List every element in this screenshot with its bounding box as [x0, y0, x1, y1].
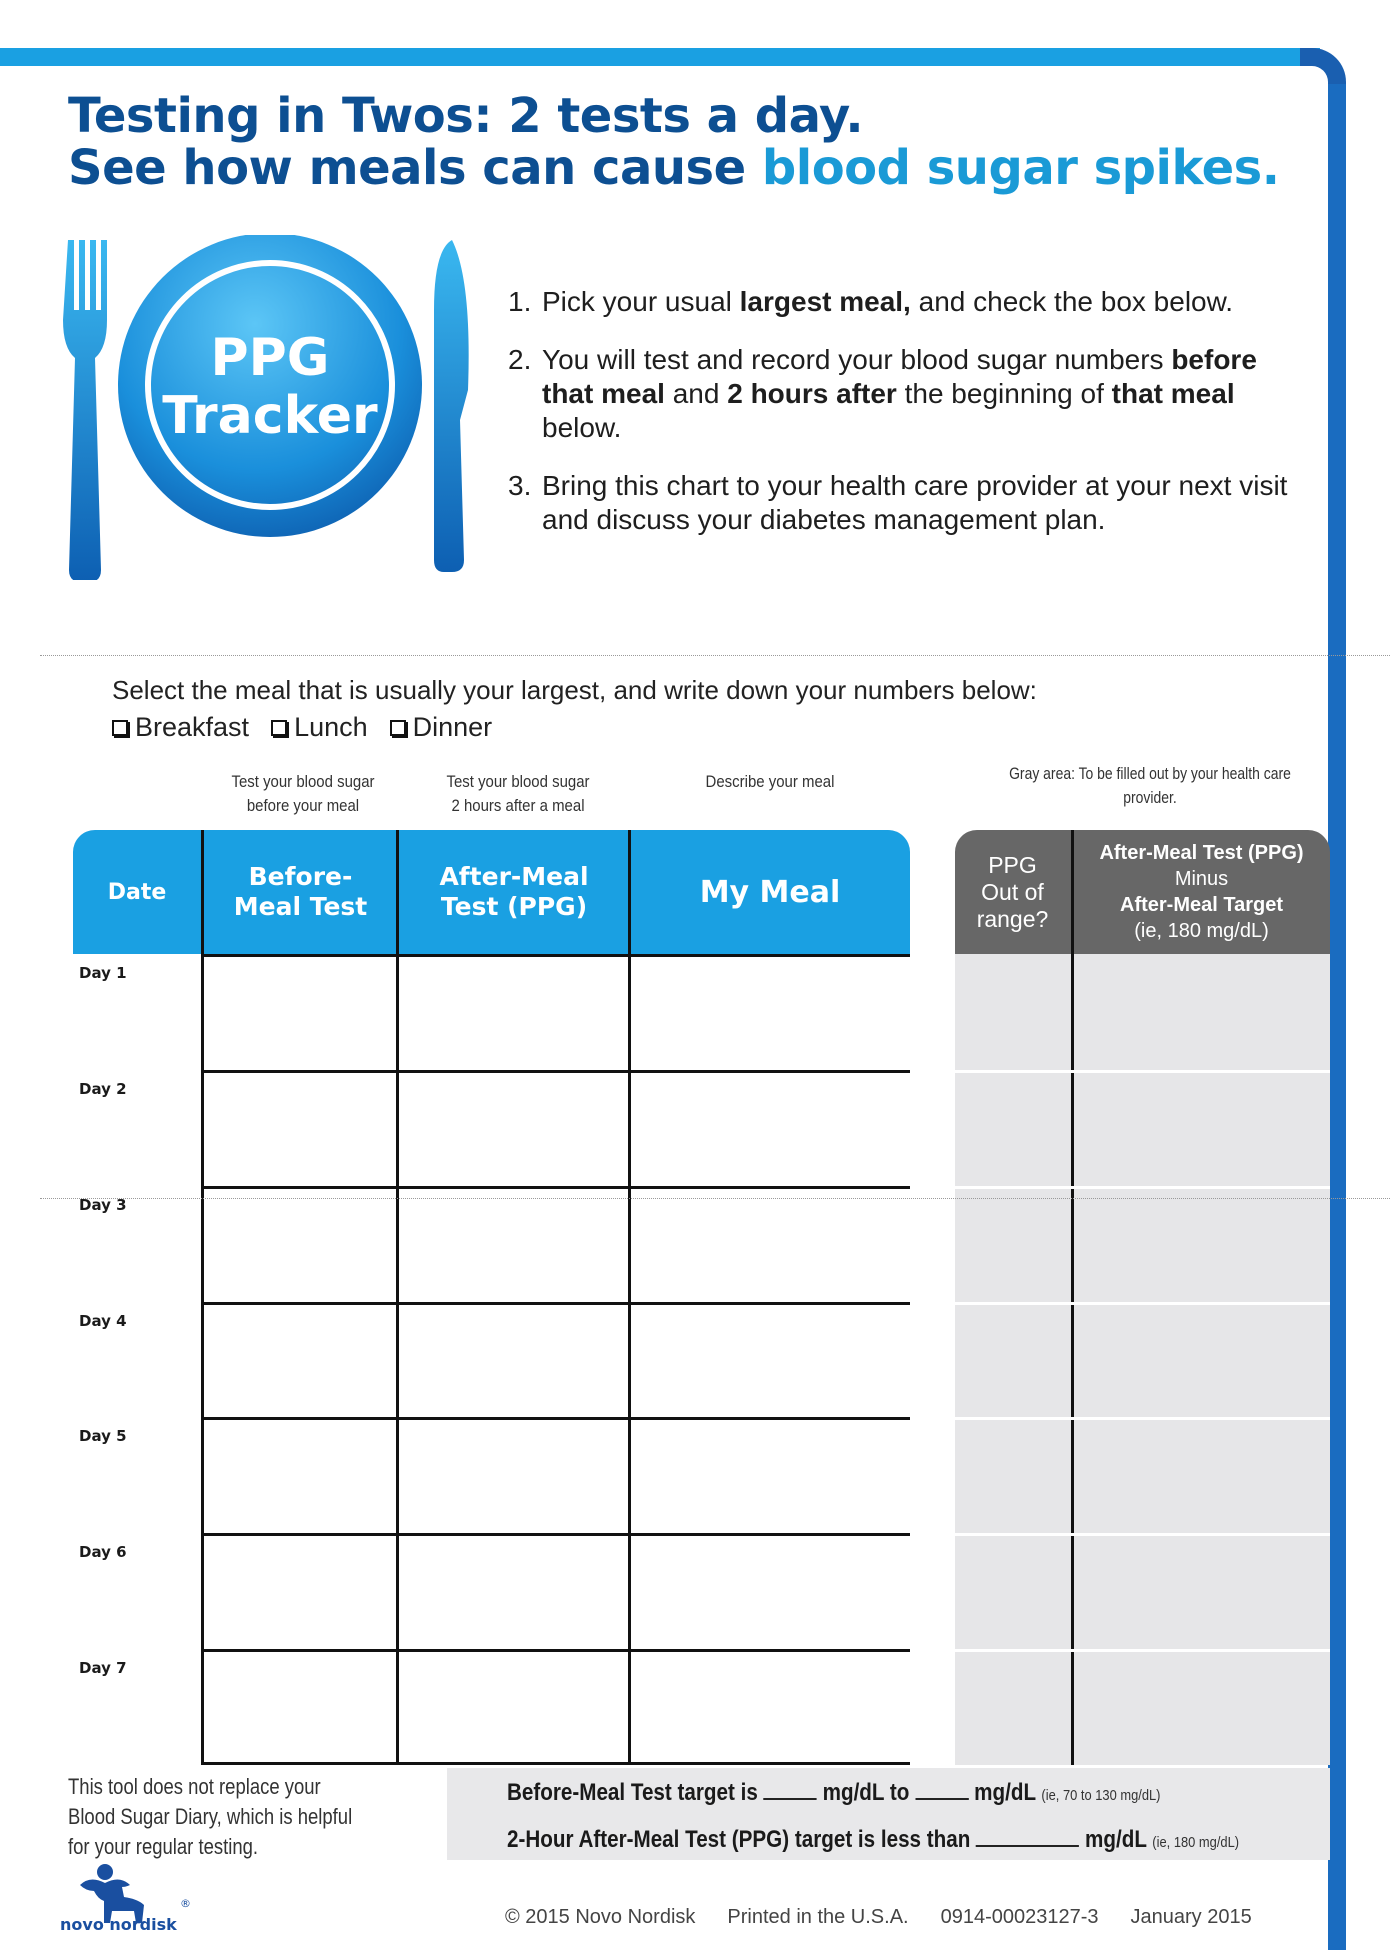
- day-label: Day 4: [79, 1311, 127, 1330]
- entry-cell[interactable]: [631, 1188, 910, 1300]
- target-text: Before-Meal Test target is: [507, 1779, 758, 1806]
- entry-cell[interactable]: [399, 1188, 628, 1300]
- entry-cell[interactable]: [204, 1188, 396, 1300]
- entry-cell[interactable]: [399, 1651, 628, 1763]
- page-title-line-1: Testing in Twos: 2 tests a day.: [68, 88, 864, 144]
- day-label: Day 6: [79, 1543, 127, 1562]
- entry-cell[interactable]: [399, 956, 628, 1068]
- top-border-bar: [0, 48, 1320, 66]
- target-text: mg/dL: [974, 1779, 1036, 1806]
- checkbox-icon[interactable]: [271, 720, 287, 736]
- checkbox-icon[interactable]: [112, 720, 128, 736]
- provider-cell[interactable]: [1074, 1304, 1330, 1416]
- disclaimer-text: This tool does not replace your Blood Sugar Diary, which is helpful for your regular testing.: [68, 1774, 353, 1859]
- instruction-text: the beginning of: [896, 378, 1112, 409]
- entry-cell[interactable]: [631, 1304, 910, 1416]
- meal-option-label: Breakfast: [135, 712, 250, 742]
- header-text: Meal Test: [233, 892, 368, 921]
- before-meal-target-line: [507, 1776, 1160, 1807]
- instruction-text: and: [664, 378, 728, 409]
- entry-cell[interactable]: [399, 1535, 628, 1647]
- footer-copyright: © 2015 Novo Nordisk: [505, 1906, 696, 1928]
- instruction-text: Pick your usual: [542, 286, 740, 317]
- entry-cell[interactable]: [631, 956, 910, 1068]
- row-line: [201, 1533, 910, 1536]
- day-label: Day 3: [79, 1195, 127, 1214]
- target-note: (ie, 180 mg/dL): [1152, 1834, 1240, 1851]
- header-my-meal: My Meal: [699, 874, 841, 910]
- header-text: Out of: [981, 878, 1044, 905]
- title-line-2-text: See how meals can cause: [68, 140, 762, 196]
- instruction-text: that meal: [1111, 378, 1235, 409]
- hint-before-meal: [219, 770, 386, 818]
- entry-cell[interactable]: [631, 1651, 910, 1763]
- header-text: Before-: [248, 862, 353, 891]
- instruction-text: before that meal: [542, 344, 1257, 409]
- provider-cell[interactable]: [955, 1072, 1071, 1184]
- blank-field[interactable]: [976, 1823, 1079, 1847]
- footer-printed: Printed in the U.S.A.: [727, 1906, 909, 1928]
- day-label: Day 1: [79, 964, 127, 982]
- hint-text: Test your blood sugar: [446, 772, 590, 791]
- header-text: (ie, 180 mg/dL): [1134, 920, 1269, 942]
- target-note: (ie, 70 to 130 mg/dL): [1041, 1787, 1161, 1804]
- entry-cell[interactable]: [399, 1304, 628, 1416]
- instruction-text: and check the box below.: [910, 286, 1234, 317]
- footer-code: 0914-00023127-3: [940, 1906, 1099, 1928]
- entry-cell[interactable]: [631, 1535, 910, 1647]
- header-before-meal-test: [203, 830, 398, 954]
- entry-cell[interactable]: [399, 1419, 628, 1531]
- provider-cell[interactable]: [955, 1535, 1071, 1647]
- target-text: mg/dL: [1085, 1826, 1147, 1853]
- meal-option-dinner[interactable]: [390, 712, 493, 743]
- instruction-text: largest meal,: [739, 286, 911, 317]
- header-text: After-Meal Test (PPG): [1099, 842, 1304, 864]
- header-after-meal-test: [398, 830, 630, 954]
- tracking-table: [73, 830, 910, 1765]
- page-title-line-2: [68, 140, 1279, 196]
- blank-field[interactable]: [915, 1776, 968, 1800]
- entry-cell[interactable]: [204, 1651, 396, 1763]
- plate-icon: [118, 235, 422, 537]
- header-ppg-minus-target: [1073, 830, 1330, 954]
- row-line: [955, 1070, 1330, 1073]
- hint-text: Test your blood sugar: [231, 772, 375, 791]
- header-text: After-Meal Target: [1120, 894, 1283, 916]
- provider-cell[interactable]: [1074, 956, 1330, 1068]
- day-label: Day 7: [79, 1659, 127, 1678]
- step-number: 3.: [508, 470, 532, 501]
- meal-options: [112, 712, 492, 743]
- instruction-text: below.: [542, 412, 622, 443]
- entry-cell[interactable]: [204, 1304, 396, 1416]
- entry-cell[interactable]: [631, 1419, 910, 1531]
- instruction-text: Bring this chart to your health care provider at your next visit and discuss your diabetes management plan.: [542, 470, 1288, 535]
- header-text: PPG: [988, 851, 1037, 878]
- hint-gray-area: Gray area: To be filled out by your health care provider.: [1009, 764, 1291, 807]
- provider-table: [955, 830, 1330, 1765]
- header-date: Date: [107, 879, 167, 905]
- row-line: [201, 1186, 910, 1189]
- entry-cell[interactable]: [631, 1072, 910, 1184]
- entry-cell[interactable]: [204, 1535, 396, 1647]
- provider-cell[interactable]: [1074, 1072, 1330, 1184]
- target-text: 2-Hour After-Meal Test (PPG) target is less than: [507, 1826, 971, 1853]
- novo-nordisk-logo: [60, 1855, 200, 1935]
- header-ppg-out-of-range: [955, 830, 1070, 954]
- dotted-divider: [40, 1198, 1390, 1199]
- knife-icon: [434, 240, 469, 572]
- provider-cell[interactable]: [955, 1651, 1071, 1763]
- provider-cell[interactable]: [955, 956, 1071, 1068]
- provider-cell[interactable]: [1074, 1188, 1330, 1300]
- meal-option-label: Lunch: [294, 712, 368, 742]
- row-line: [955, 1533, 1330, 1536]
- row-line: [201, 1649, 910, 1652]
- footer: [505, 1906, 1252, 1929]
- hint-after-meal: [430, 770, 606, 818]
- logo-text-tracker: Tracker: [162, 386, 378, 446]
- row-line: [201, 1070, 910, 1073]
- row-line: [201, 954, 910, 957]
- header-text: Test (PPG): [440, 892, 588, 921]
- provider-cell[interactable]: [1074, 1535, 1330, 1647]
- row-line: [955, 1186, 1330, 1189]
- entry-cell[interactable]: [204, 1072, 396, 1184]
- provider-cell[interactable]: [955, 1304, 1071, 1416]
- entry-cell[interactable]: [204, 1419, 396, 1531]
- entry-cell[interactable]: [204, 956, 396, 1068]
- row-line: [955, 1302, 1330, 1305]
- instructions-list: [508, 285, 1308, 561]
- row-line: [201, 1417, 910, 1420]
- hint-describe-meal: Describe your meal: [705, 772, 835, 791]
- footer-date: January 2015: [1130, 1906, 1252, 1928]
- dotted-divider: [40, 655, 1390, 656]
- checkbox-icon[interactable]: [390, 720, 406, 736]
- instruction-step: [508, 343, 1308, 445]
- right-border-bar: [1328, 84, 1346, 1950]
- fork-icon: [63, 240, 107, 580]
- instruction-step: [508, 285, 1308, 319]
- row-line: [201, 1762, 910, 1765]
- meal-option-lunch[interactable]: [271, 712, 368, 743]
- hint-text: 2 hours after a meal: [451, 796, 585, 815]
- header-text: Minus: [1174, 868, 1229, 890]
- provider-cell[interactable]: [1074, 1419, 1330, 1531]
- row-line: [955, 1417, 1330, 1420]
- meal-option-breakfast[interactable]: [112, 712, 249, 743]
- provider-cell[interactable]: [1074, 1651, 1330, 1763]
- step-number: 1.: [508, 286, 532, 317]
- instruction-text: 2 hours after: [727, 378, 897, 409]
- header-text: After-Meal: [439, 862, 589, 891]
- day-label: Day 2: [79, 1079, 127, 1098]
- logo-text-ppg: PPG: [210, 328, 330, 388]
- instruction-text: You will test and record your blood sugar numbers: [542, 344, 1172, 375]
- day-label: Day 5: [79, 1427, 127, 1446]
- row-line: [201, 1302, 910, 1305]
- header-text: range?: [976, 905, 1049, 932]
- blank-field[interactable]: [764, 1776, 817, 1800]
- meal-select-prompt: Select the meal that is usually your largest, and write down your numbers below:: [112, 675, 1037, 705]
- brand-registered-mark: ®: [180, 1897, 191, 1910]
- instruction-step: [508, 469, 1308, 537]
- step-number: 2.: [508, 344, 532, 375]
- provider-cell[interactable]: [955, 1419, 1071, 1531]
- target-box: [447, 1768, 1330, 1860]
- meal-option-label: Dinner: [412, 712, 493, 742]
- title-accent-text: blood sugar spikes.: [761, 140, 1280, 196]
- provider-cell[interactable]: [955, 1188, 1071, 1300]
- target-text: mg/dL to: [822, 1779, 910, 1806]
- row-line: [955, 1649, 1330, 1652]
- hint-text: before your meal: [246, 796, 360, 815]
- ppg-tracker-logo: [60, 235, 480, 580]
- brand-name: novo nordisk: [60, 1915, 177, 1934]
- after-meal-target-line: [507, 1823, 1239, 1854]
- entry-cell[interactable]: [399, 1072, 628, 1184]
